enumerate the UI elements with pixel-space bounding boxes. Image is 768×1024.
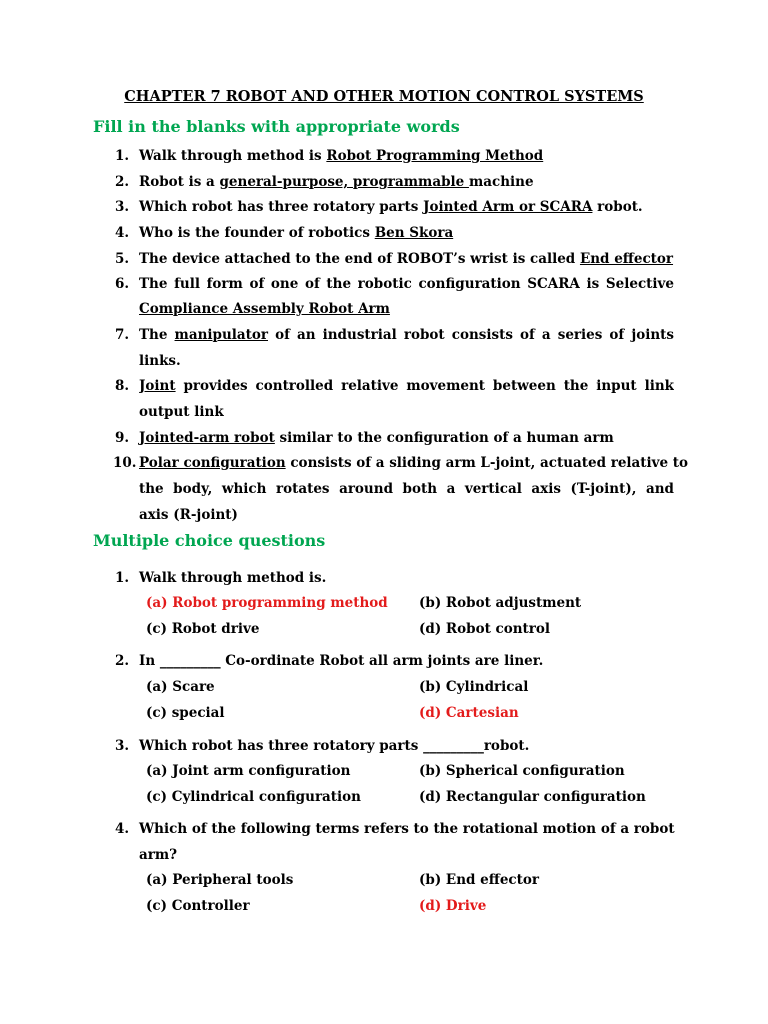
- fill-blank-item: [139, 377, 674, 395]
- question-text: robot.: [592, 199, 643, 215]
- mcq-option: (c) special: [146, 705, 225, 721]
- blank-answer: Jointed-arm robot: [139, 430, 275, 446]
- mcq-option: (c) Controller: [146, 898, 250, 914]
- fill-blank-item-cont: output link: [139, 404, 224, 420]
- mcq-option: (b) Spherical configuration: [419, 763, 625, 779]
- item-number: 8.: [115, 378, 130, 394]
- fill-blank-item: [139, 429, 674, 447]
- mcq-option: (a) Robot programming method: [146, 595, 388, 611]
- question-number: 1.: [115, 570, 130, 586]
- question-text: The: [139, 327, 175, 343]
- mcq-option: (a) Peripheral tools: [146, 872, 294, 888]
- item-number: 2.: [115, 174, 130, 190]
- fill-blank-item: [139, 224, 674, 242]
- fill-blank-item-cont: the body, which rotates around both a vertical axis (T-joint), and: [139, 481, 674, 497]
- question-text: The device attached to the end of ROBOT’s wrist is called: [139, 251, 580, 267]
- fill-blank-item: The full form of one of the robotic configuration SCARA is Selective: [139, 276, 674, 292]
- mcq-question: Which robot has three rotatory parts _________robot.: [139, 738, 530, 754]
- item-number: 6.: [115, 276, 130, 292]
- blank-answer: Ben Skora: [374, 225, 454, 241]
- mcq-option: (c) Cylindrical configuration: [146, 789, 361, 805]
- fill-blank-item: [139, 454, 689, 472]
- fill-blanks-heading: Fill in the blanks with appropriate words: [93, 117, 460, 136]
- question-number: 3.: [115, 738, 130, 754]
- blank-answer: manipulator: [174, 327, 268, 343]
- question-text: Who is the founder of robotics: [139, 225, 375, 241]
- mcq-option: (d) Rectangular configuration: [419, 789, 646, 805]
- item-number: 10.: [113, 455, 137, 471]
- mcq-question: In _________ Co-ordinate Robot all arm joints are liner.: [139, 653, 544, 669]
- question-number: 4.: [115, 821, 130, 837]
- fill-blank-item-cont: axis (R-joint): [139, 507, 238, 523]
- item-number: 7.: [115, 327, 130, 343]
- item-number: 3.: [115, 199, 130, 215]
- mcq-option: (a) Scare: [146, 679, 215, 695]
- item-number: 4.: [115, 225, 130, 241]
- blank-answer: Compliance Assembly Robot Arm: [139, 301, 390, 317]
- fill-blank-item-cont: [139, 300, 674, 318]
- blank-answer: Polar configuration: [139, 455, 286, 471]
- mcq-heading: Multiple choice questions: [93, 531, 326, 550]
- question-text: Which robot has three rotatory parts: [139, 199, 424, 215]
- mcq-option: (c) Robot drive: [146, 621, 260, 637]
- fill-blank-item: [139, 198, 674, 216]
- mcq-option: (b) End effector: [419, 872, 539, 888]
- chapter-title: CHAPTER 7 ROBOT AND OTHER MOTION CONTROL SYSTEMS: [124, 88, 644, 105]
- item-number: 5.: [115, 251, 130, 267]
- fill-blank-item-cont: links.: [139, 353, 181, 369]
- mcq-option: (d) Robot control: [419, 621, 551, 637]
- question-text: Walk through method is: [139, 148, 327, 164]
- question-text: Robot is a: [139, 174, 220, 190]
- blank-answer: Joint: [139, 378, 176, 394]
- mcq-option: (d) Cartesian: [419, 705, 519, 721]
- blank-answer: Robot Programming Method: [326, 148, 544, 164]
- question-text: consists of a sliding arm L-joint, actuated relative to: [285, 455, 689, 471]
- mcq-question-cont: arm?: [139, 847, 178, 863]
- fill-blank-item: [139, 326, 674, 344]
- question-number: 2.: [115, 653, 130, 669]
- blank-answer: End effector: [579, 251, 674, 267]
- mcq-option: (d) Drive: [419, 898, 487, 914]
- fill-blank-item: [139, 147, 674, 165]
- question-text: machine: [468, 174, 534, 190]
- mcq-question: Which of the following terms refers to the rotational motion of a robot: [139, 821, 675, 837]
- question-text: of an industrial robot consists of a series of joints: [275, 327, 674, 343]
- blank-answer: general-purpose, programmable: [219, 174, 469, 190]
- item-number: 9.: [115, 430, 130, 446]
- item-number: 1.: [115, 148, 130, 164]
- question-text: provides controlled relative movement between the input link: [183, 378, 674, 394]
- fill-blank-item: [139, 250, 674, 268]
- mcq-option: (a) Joint arm configuration: [146, 763, 351, 779]
- question-text: similar to the configuration of a human arm: [274, 430, 614, 446]
- fill-blank-item: [139, 173, 674, 191]
- mcq-option: (b) Cylindrical: [419, 679, 529, 695]
- mcq-question: Walk through method is.: [139, 570, 327, 586]
- mcq-option: (b) Robot adjustment: [419, 595, 582, 611]
- blank-answer: Jointed Arm or SCARA: [423, 199, 593, 215]
